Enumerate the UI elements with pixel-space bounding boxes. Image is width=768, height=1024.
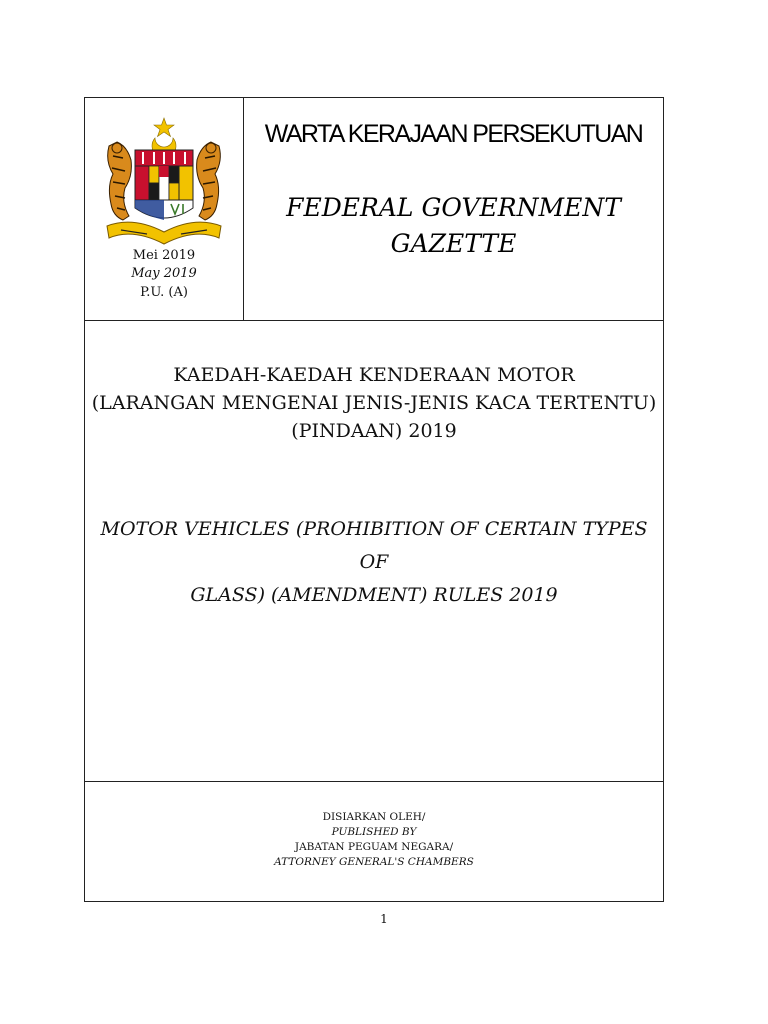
- rules-title-english-line1: MOTOR VEHICLES (PROHIBITION OF CERTAIN TYPES OF: [100, 518, 648, 573]
- emblem-cell: [85, 98, 244, 320]
- published-by-malay: DISIARKAN OLEH/: [322, 811, 426, 823]
- rules-title-section: [85, 321, 663, 782]
- rules-title-malay: [85, 361, 663, 445]
- header-row: [85, 98, 663, 321]
- publisher-section: [85, 782, 663, 901]
- malaysia-coat-of-arms-icon: [103, 116, 225, 248]
- gazette-title-english-line1: FEDERAL GOVERNMENT: [286, 193, 621, 222]
- publisher-name-english: ATTORNEY GENERAL'S CHAMBERS: [274, 856, 474, 868]
- rules-title-english-line2: GLASS) (AMENDMENT) RULES 2019: [190, 584, 558, 606]
- title-cell: [244, 98, 663, 320]
- rules-title-malay-line3: (PINDAAN) 2019: [291, 420, 457, 442]
- gazette-title-english: [244, 190, 663, 262]
- gazette-title-english-line2: GAZETTE: [390, 229, 517, 258]
- gazette-frame: [84, 97, 664, 902]
- gazette-pu-number: P.U. (A): [140, 285, 188, 300]
- rules-title-malay-line2: (LARANGAN MENGENAI JENIS-JENIS KACA TERTENTU): [91, 392, 657, 414]
- gazette-date-malay: Mei 2019: [132, 248, 196, 263]
- rules-title-english: [85, 513, 663, 612]
- rules-title-malay-line1: KAEDAH-KAEDAH KENDERAAN MOTOR: [173, 364, 575, 386]
- publisher-block: [85, 810, 663, 870]
- gazette-date-english: May 2019: [131, 266, 197, 281]
- page-number: 1: [380, 912, 388, 926]
- publisher-name-malay: JABATAN PEGUAM NEGARA/: [294, 841, 454, 853]
- gazette-title-malay: WARTA KERAJAAN PERSEKUTUAN: [264, 120, 643, 148]
- published-by-english: PUBLISHED BY: [331, 826, 417, 838]
